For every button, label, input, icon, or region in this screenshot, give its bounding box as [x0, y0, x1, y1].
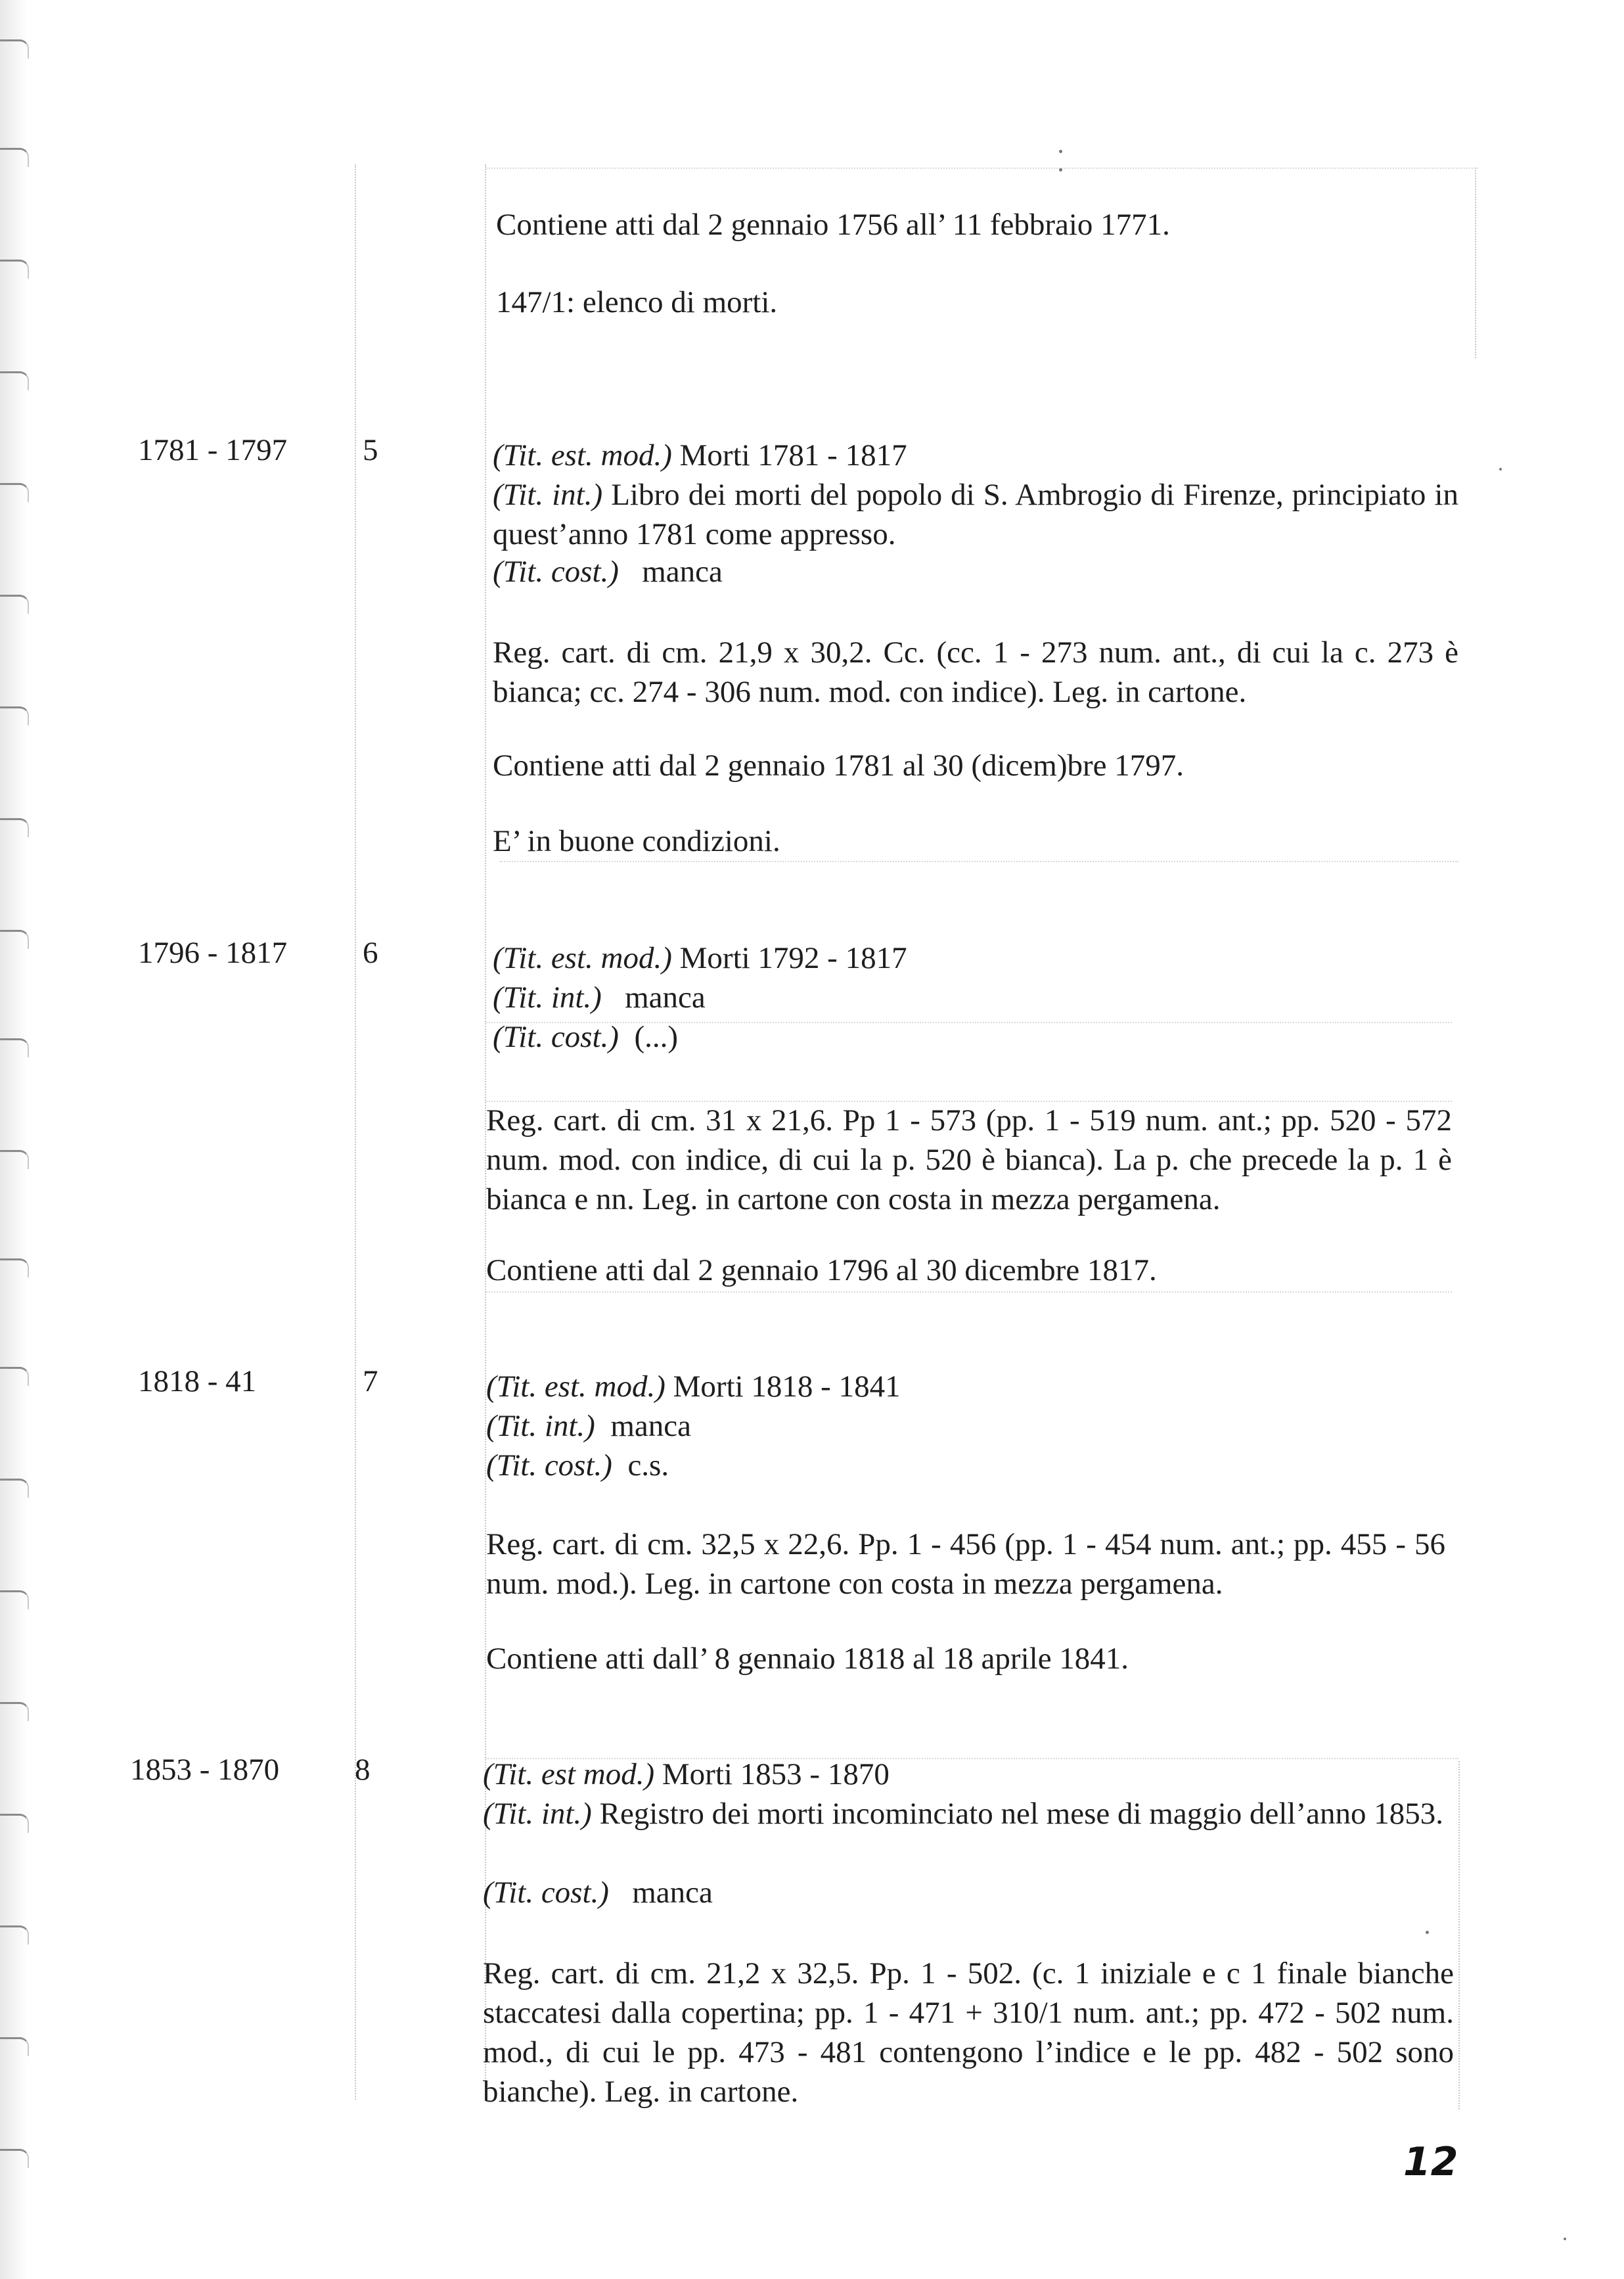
punch-hole — [0, 1590, 29, 1609]
physical-description: Reg. cart. di cm. 21,2 x 32,5. Pp. 1 - 502. (c. 1 iniziale e c 1 finale bianche staccatesi dalla copertina; pp. 1 - 471 + 310/1 num. ant.; pp. 472 - 502 num. mod., di cui le pp. 473 - 481 contengono l’indice e le pp. 482 - 502 sono bianche). Leg. in cartone. — [483, 1956, 1454, 2109]
title-cover — [493, 1017, 1458, 1057]
tit-est-label: (Tit. est. mod.) — [493, 438, 672, 472]
contents-range: Contiene atti dal 2 gennaio 1796 al 30 dicembre 1817. — [486, 1253, 1157, 1287]
punch-hole — [0, 818, 29, 837]
scan-speck — [1499, 468, 1502, 471]
punch-hole — [0, 1925, 29, 1945]
scan-speck — [1564, 2238, 1566, 2240]
title-external — [483, 1755, 1449, 1794]
title-internal — [483, 1794, 1454, 1833]
title-external — [493, 436, 1458, 475]
punch-hole — [0, 1258, 29, 1278]
condition-note: E’ in buone condizioni. — [493, 824, 780, 858]
punch-hole — [0, 1479, 29, 1498]
entry-dates: 1818 - 41 — [138, 1364, 257, 1398]
title-internal-value: Libro dei morti del popolo di S. Ambrogio di Firenze, principiato in quest’anno 1781 come appresso. — [493, 478, 1458, 551]
row-divider — [499, 861, 1458, 862]
tit-int-label: (Tit. int.) — [483, 1797, 592, 1831]
title-internal — [486, 1406, 1452, 1446]
tit-est-label: (Tit. est. mod.) — [493, 941, 672, 975]
tit-est-label: (Tit. est. mod.) — [486, 1370, 665, 1404]
entry-number: 5 — [363, 433, 378, 467]
title-cover — [486, 1446, 1452, 1485]
physical-description: Reg. cart. di cm. 31 x 21,6. Pp 1 - 573 (pp. 1 - 519 num. ant.; pp. 520 - 572 num. mod. con indice, di cui la p. 520 è bianca). La p. che precede la p. 1 è bianca e nn. Leg. in cartone con costa in mezza pergamena. — [486, 1103, 1452, 1216]
contents-range: Contiene atti dal 2 gennaio 1781 al 30 (dicem)bre 1797. — [493, 748, 1184, 783]
page-number: 12 — [1403, 2139, 1458, 2185]
punch-hole — [0, 1702, 29, 1721]
punch-hole — [0, 2037, 29, 2056]
row-divider — [486, 168, 1478, 169]
tit-cost-label: (Tit. cost.) — [493, 1020, 619, 1054]
punch-hole — [0, 39, 29, 58]
row-divider — [486, 1291, 1452, 1293]
column-divider — [1475, 168, 1476, 358]
punch-hole — [0, 1150, 29, 1169]
punch-hole — [0, 930, 29, 949]
scan-speck — [1426, 1931, 1429, 1934]
tit-cost-label: (Tit. cost.) — [483, 1876, 609, 1910]
title-external-value: Morti 1818 - 1841 — [673, 1370, 901, 1404]
physical-description: Reg. cart. di cm. 21,9 x 30,2. Cc. (cc. 1 - 273 num. ant., di cui la c. 273 è bianca; cc. 274 - 306 num. mod. con indice). Leg. in cartone. — [493, 635, 1458, 709]
punch-hole — [0, 706, 29, 725]
column-divider — [1458, 1761, 1460, 2109]
title-cover-value: c.s. — [627, 1448, 669, 1483]
column-divider — [355, 164, 356, 2100]
entry-number: 8 — [355, 1753, 371, 1787]
title-internal-value: manca — [625, 980, 706, 1015]
title-external-value: Morti 1853 - 1870 — [662, 1757, 890, 1791]
entry-dates: 1853 - 1870 — [130, 1753, 280, 1787]
entry-dates: 1796 - 1817 — [138, 936, 288, 970]
tit-cost-label: (Tit. cost.) — [486, 1448, 612, 1483]
entry-number: 6 — [363, 936, 378, 970]
binder-margin — [0, 0, 39, 2279]
title-internal-value: manca — [610, 1409, 691, 1443]
entry-dates: 1781 - 1797 — [138, 433, 288, 467]
title-external-value: Morti 1792 - 1817 — [679, 941, 907, 975]
punch-hole — [0, 1038, 29, 1057]
entry-number: 7 — [363, 1364, 378, 1398]
tit-est-label: (Tit. est mod.) — [483, 1757, 655, 1791]
tit-int-label: (Tit. int.) — [493, 980, 602, 1015]
punch-hole — [0, 595, 29, 614]
punch-hole — [0, 260, 29, 279]
tit-cost-label: (Tit. cost.) — [493, 555, 619, 589]
intro-list-note: 147/1: elenco di morti. — [496, 285, 778, 319]
intro-contents: Contiene atti dal 2 gennaio 1756 all’ 11 febbraio 1771. — [496, 208, 1170, 242]
title-internal-value: Registro dei morti incominciato nel mese di maggio dell’anno 1853. — [599, 1797, 1443, 1831]
punch-hole — [0, 1814, 29, 1833]
title-external — [486, 1367, 1452, 1406]
contents-range: Contiene atti dall’ 8 gennaio 1818 al 18 aprile 1841. — [486, 1642, 1129, 1676]
tit-int-label: (Tit. int.) — [486, 1409, 595, 1443]
title-internal — [493, 978, 1458, 1017]
scan-speck — [1059, 150, 1062, 153]
title-cover — [483, 1873, 1449, 1912]
title-internal — [493, 475, 1458, 554]
title-cover-value: (...) — [634, 1020, 678, 1054]
punch-hole — [0, 148, 29, 167]
physical-description: Reg. cart. di cm. 32,5 x 22,6. Pp. 1 - 456 (pp. 1 - 454 num. ant.; pp. 455 - 56 num. mod.). Leg. in cartone con costa in mezza pergamena. — [486, 1527, 1445, 1601]
punch-hole — [0, 2149, 29, 2168]
title-external — [493, 938, 1458, 978]
scan-speck — [1059, 168, 1062, 172]
title-cover-value: manca — [642, 555, 723, 589]
punch-hole — [0, 483, 29, 502]
title-external-value: Morti 1781 - 1817 — [679, 438, 907, 472]
punch-hole — [0, 371, 29, 390]
tit-int-label: (Tit. int.) — [493, 478, 603, 512]
title-cover — [493, 552, 1458, 591]
title-cover-value: manca — [632, 1876, 713, 1910]
punch-hole — [0, 1367, 29, 1386]
